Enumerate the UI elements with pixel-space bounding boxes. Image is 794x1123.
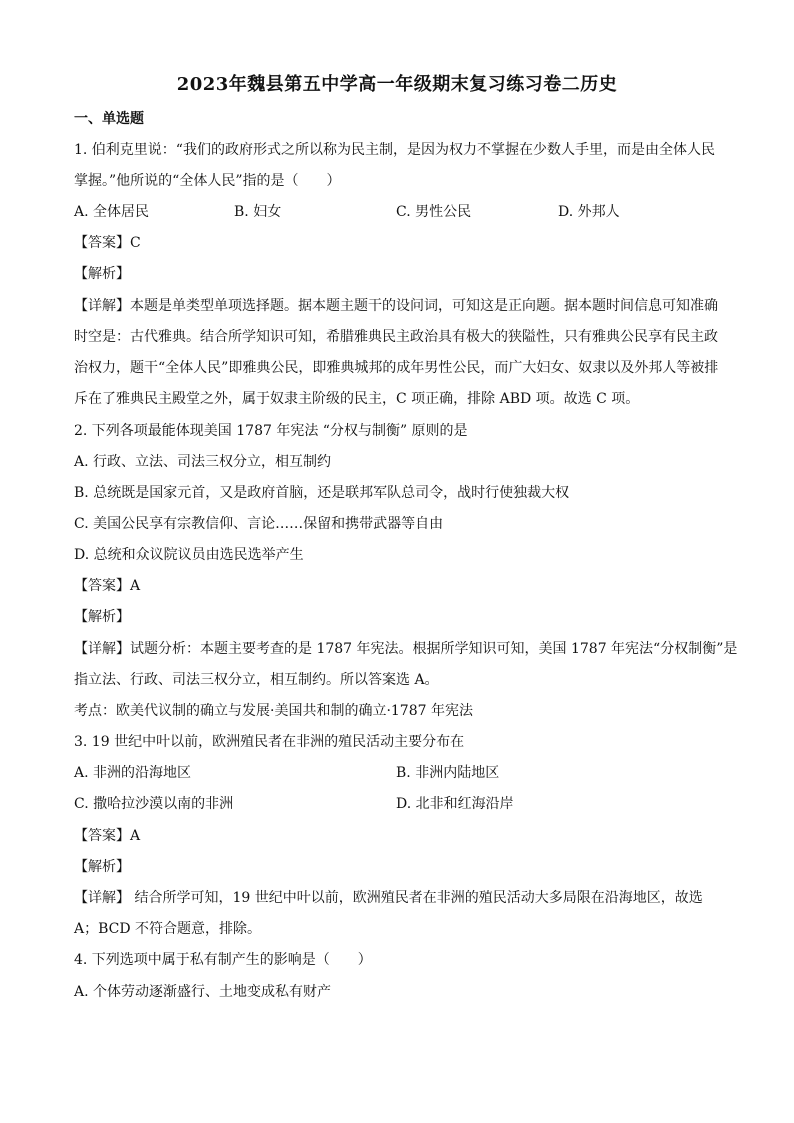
q1-option-b: B. 妇女 [234,204,282,220]
q2-analysis-label: 【解析】 [74,609,130,625]
page-title: 2023年魏县第五中学高一年级期末复习练习卷二历史 [176,74,618,95]
q3-stem: 3. 19 世纪中叶以前，欧洲殖民者在非洲的殖民活动主要分布在 [74,734,465,750]
q1-detail-line-1: 【详解】本题是单类型单项选择题。据本题主题干的设问词，可知这是正向题。据本题时间信息可知准确 [74,298,718,314]
q2-option-d: D. 总统和众议院议员由选民选举产生 [74,547,304,563]
q2-stem: 2. 下列各项最能体现美国 1787 年宪法 “分权与制衡” 原则的是 [74,423,468,439]
q1-stem-line-2: 掌握。”他所说的“全体人民”指的是（ ） [74,173,341,189]
q2-detail-line-2: 指立法、行政、司法三权分立，相互制约。所以答案选 A。 [74,672,439,688]
q4-option-a: A. 个体劳动逐渐盛行、土地变成私有财产 [74,984,332,1000]
q3-option-b: B. 非洲内陆地区 [396,765,500,781]
q3-answer: 【答案】A [74,828,141,844]
section-heading: 一、单选题 [74,111,144,127]
q2-detail-line-1: 【详解】试题分析：本题主要考查的是 1787 年宪法。根据所学知识可知，美国 1787 年宪法“分权制衡”是 [74,641,738,657]
q1-option-c: C. 男性公民 [396,204,472,220]
q3-analysis-label: 【解析】 [74,859,130,875]
q3-option-d: D. 北非和红海沿岸 [396,796,514,812]
q2-option-c: C. 美国公民享有宗教信仰、言论……保留和携带武器等自由 [74,516,444,532]
q1-detail-line-3: 治权力，题干“全体人民”即雅典公民，即雅典城邦的成年男性公民，而广大妇女、奴隶以及外邦人等被排 [74,360,719,376]
q1-answer: 【答案】C [74,235,141,251]
q2-answer: 【答案】A [74,578,141,594]
q3-option-c: C. 撒哈拉沙漠以南的非洲 [74,796,234,812]
q3-detail-line-1: 【详解】 结合所学可知，19 世纪中叶以前，欧洲殖民者在非洲的殖民活动大多局限在沿海地区，故选 [74,890,703,906]
q2-note: 考点：欧美代议制的确立与发展·美国共和制的确立·1787 年宪法 [74,703,473,719]
q3-detail-line-2: A；BCD 不符合题意，排除。 [74,921,262,937]
q1-detail-line-4: 斥在了雅典民主殿堂之外，属于奴隶主阶级的民主，C 项正确，排除 ABD 项。故选 C 项。 [74,391,640,407]
q1-option-a: A. 全体居民 [74,204,150,220]
q1-detail-line-2: 时空是：古代雅典。结合所学知识可知，希腊雅典民主政治具有极大的狭隘性，只有雅典公民享有民主政 [74,329,718,345]
q1-option-d: D. 外邦人 [558,204,620,220]
q4-stem: 4. 下列选项中属于私有制产生的影响是（ ） [74,952,372,968]
q3-option-a: A. 非洲的沿海地区 [74,765,192,781]
q2-option-b: B. 总统既是国家元首，又是政府首脑，还是联邦军队总司令，战时行使独裁大权 [74,485,570,501]
q2-option-a: A. 行政、立法、司法三权分立，相互制约 [74,454,332,470]
q1-analysis-label: 【解析】 [74,266,130,282]
q1-stem-line-1: 1. 伯利克里说：“我们的政府形式之所以称为民主制，是因为权力不掌握在少数人手里，而是由全体人民 [74,142,715,158]
